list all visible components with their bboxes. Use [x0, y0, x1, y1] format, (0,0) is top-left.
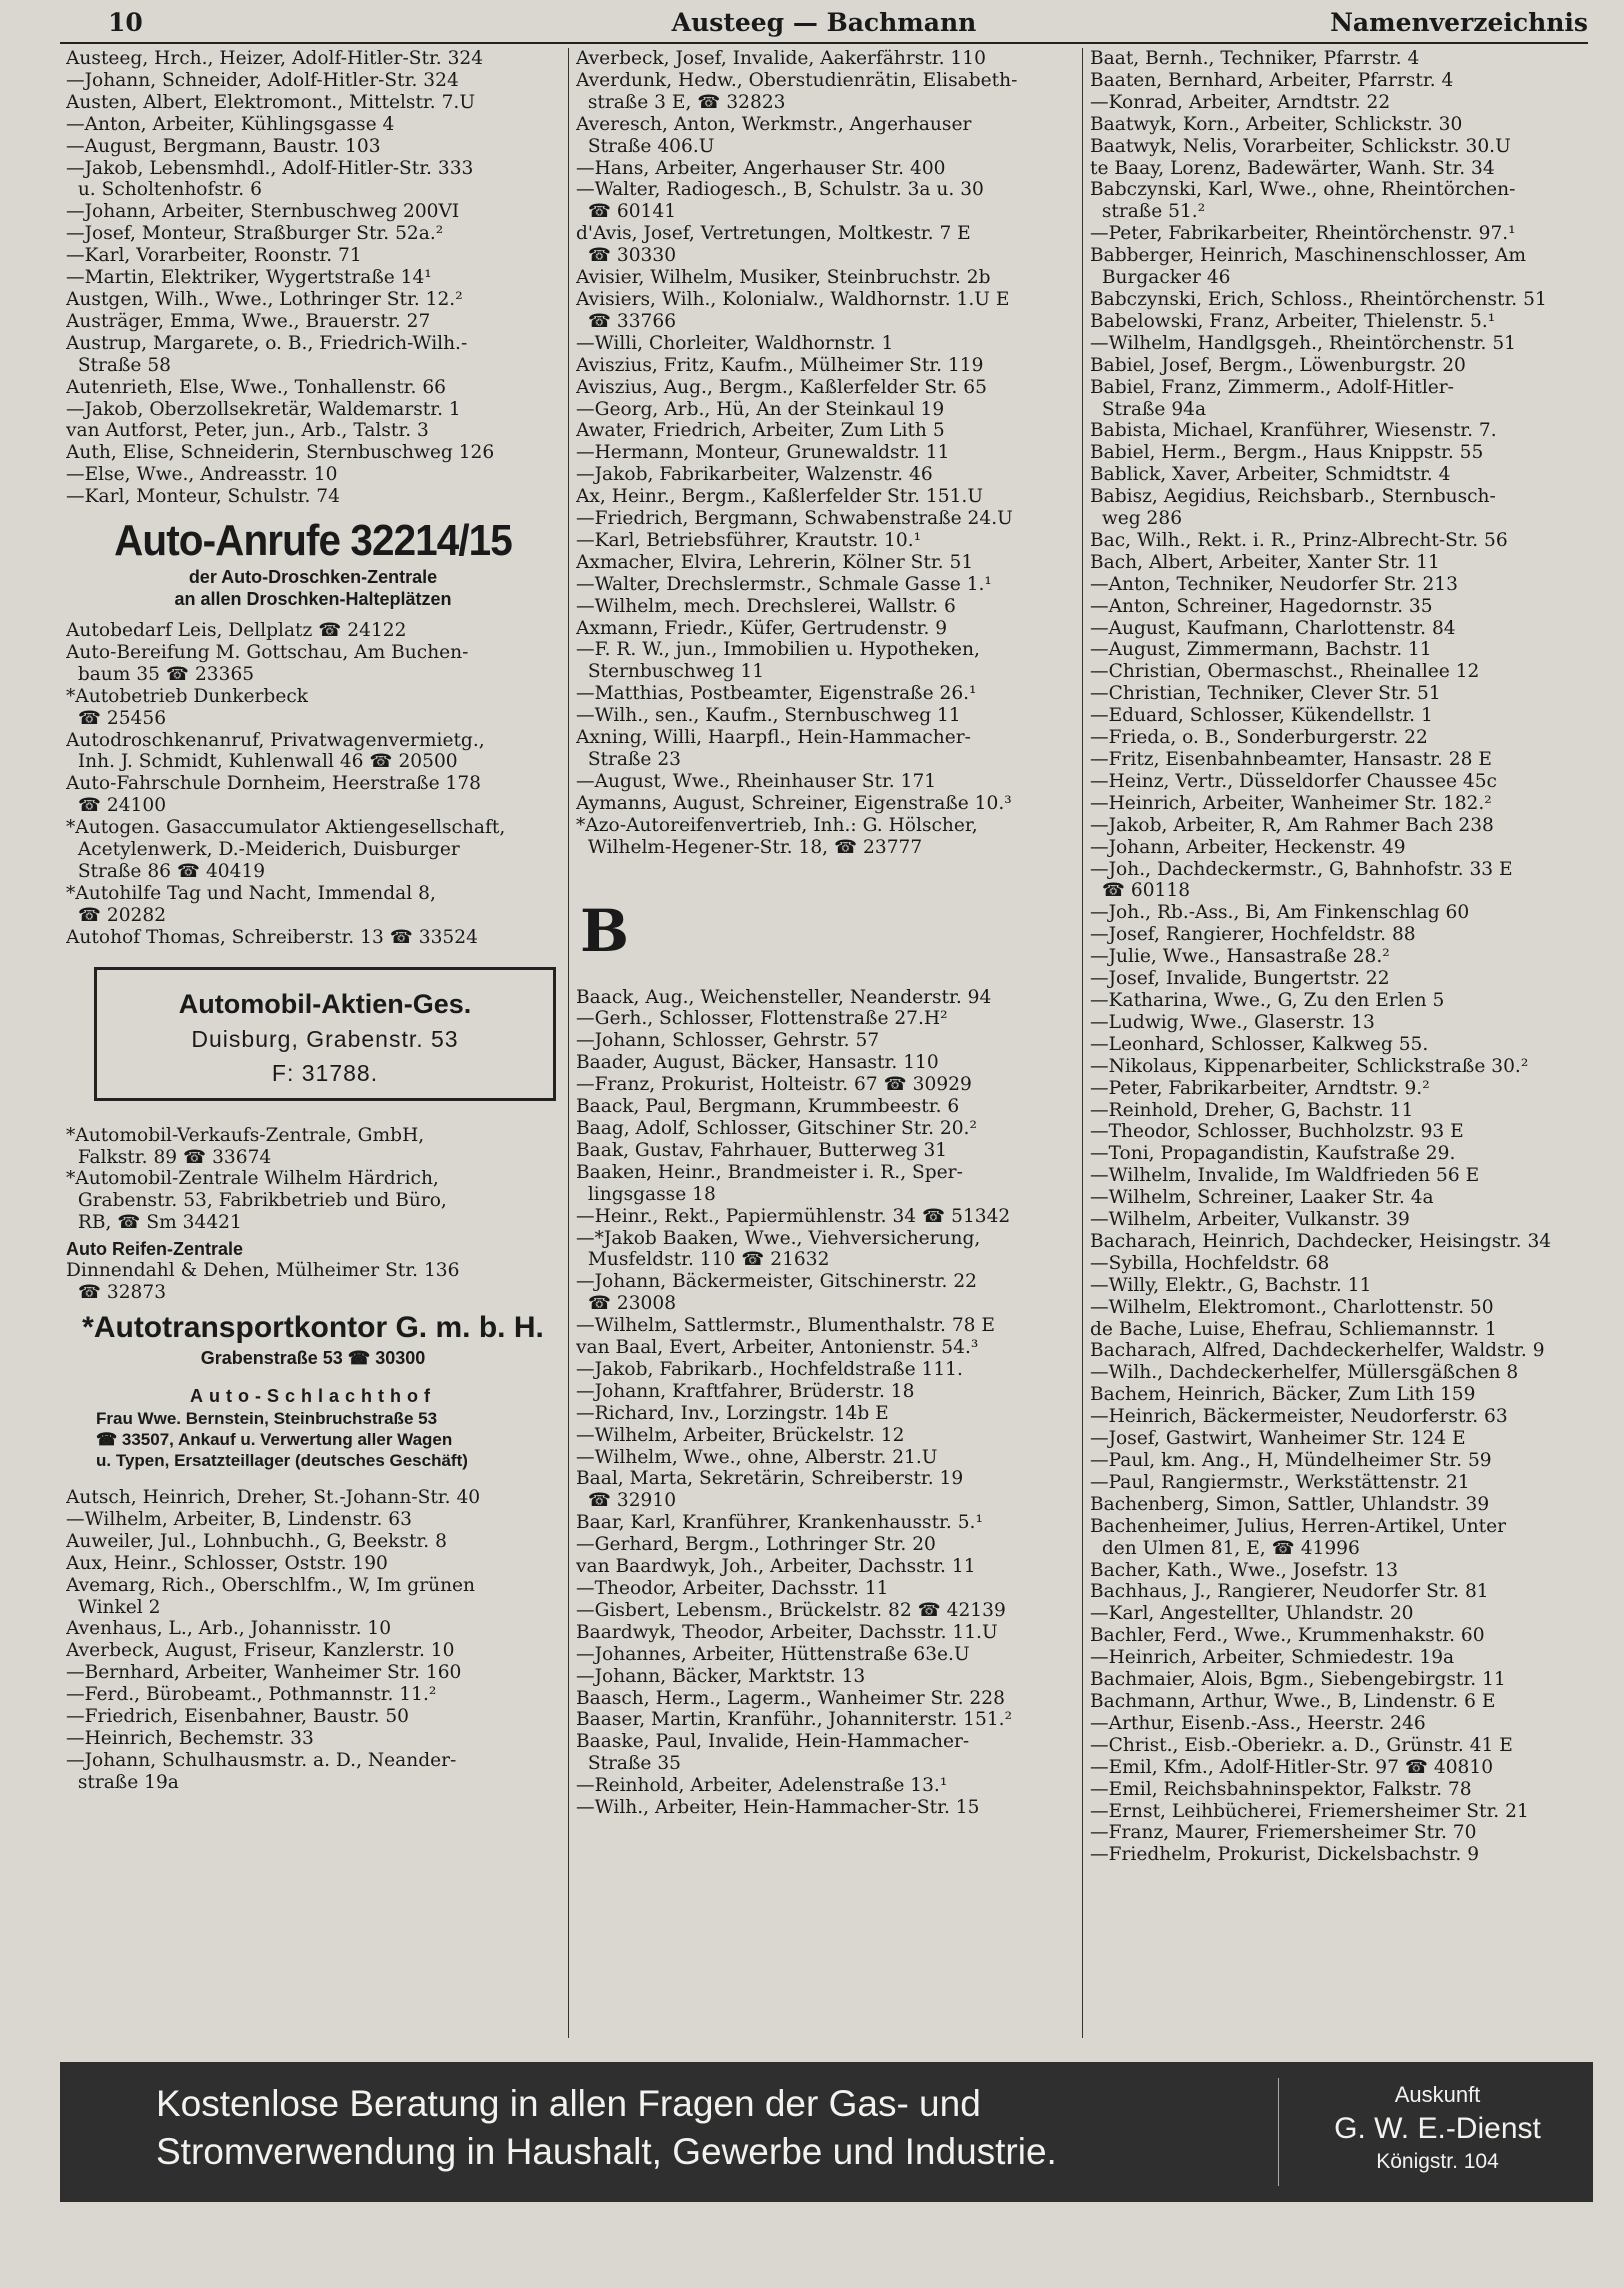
- entry-list: [66, 1125, 560, 1235]
- list-item: —Wilh., sen., Kaufm., Sternbuschweg 11: [576, 705, 961, 727]
- list-item: —Johann, Kraftfahrer, Brüderstr. 18: [576, 1380, 915, 1402]
- list-item: —Peter, Fabrikarbeiter, Arndtstr. 9.²: [1090, 1077, 1430, 1099]
- list-item: —Sybilla, Hochfeldstr. 68: [1090, 1252, 1330, 1274]
- list-item: —Christian, Obermaschst., Rheinallee 12: [1090, 661, 1480, 683]
- list-item: —Heinz, Vertr., Düsseldorfer Chaussee 45c: [1090, 770, 1497, 792]
- list-item: —Anton, Techniker, Neudorfer Str. 213: [1090, 573, 1458, 595]
- ad-line: der Auto-Droschken-Zentrale: [188, 567, 438, 588]
- list-item: Inh. J. Schmidt, Kuhlenwall 46 ☎ 20500: [66, 751, 458, 773]
- column-rule: [1082, 48, 1083, 2038]
- list-item: Baaske, Paul, Invalide, Hein-Hammacher-: [576, 1731, 970, 1753]
- list-item: —Hermann, Monteur, Grunewaldstr. 11: [576, 442, 950, 464]
- list-item: —Katharina, Wwe., G, Zu den Erlen 5: [1090, 989, 1445, 1011]
- list-item: —Arthur, Eisenb.-Ass., Heerstr. 246: [1090, 1712, 1426, 1734]
- banner-line: Kostenlose Beratung in allen Fragen der Gas- und: [156, 2083, 981, 2124]
- list-item: —Hans, Arbeiter, Angerhauser Str. 400: [576, 157, 946, 179]
- list-item: straße 19a: [66, 1771, 179, 1793]
- list-item: Aviszius, Aug., Bergm., Kaßlerfelder Str. 65: [576, 376, 987, 398]
- list-item: Straße 23: [576, 749, 681, 770]
- list-item: Sternbuschweg 11: [576, 661, 765, 683]
- list-item: —Heinrich, Bäckermeister, Neudorferstr. 63: [1090, 1406, 1508, 1428]
- list-item: —Wilhelm, Elektromont., Charlottenstr. 50: [1090, 1296, 1494, 1318]
- list-item: —Friedrich, Eisenbahner, Baustr. 50: [66, 1706, 409, 1728]
- list-item: van Autforst, Peter, jun., Arb., Talstr. 3: [66, 420, 429, 442]
- list-item: —Franz, Prokurist, Holteistr. 67 ☎ 30929: [576, 1074, 972, 1096]
- list-item: Auth, Elise, Schneiderin, Sternbuschweg 126: [66, 442, 495, 464]
- list-item: —Josef, Gastwirt, Wanheimer Str. 124 E: [1090, 1428, 1466, 1450]
- list-item: —Friedhelm, Prokurist, Dickelsbachstr. 9: [1090, 1844, 1480, 1866]
- list-item: Aymanns, August, Schreiner, Eigenstraße 10.³: [576, 792, 1012, 814]
- list-item: *Azo-Autoreifenvertrieb, Inh.: G. Hölscher,: [576, 814, 978, 836]
- list-item: Straße 94a: [1090, 398, 1207, 420]
- list-item: —Toni, Propagandistin, Kaufstraße 29.: [1090, 1143, 1456, 1165]
- ad-line: ☎ 33507, Ankauf u. Verwertung aller Wagen: [96, 1429, 453, 1449]
- list-item: Avemarg, Rich., Oberschlfm., W, Im grünen: [66, 1574, 476, 1596]
- list-item: Autsch, Heinrich, Dreher, St.-Johann-Str. 40: [66, 1486, 481, 1508]
- list-item: —Nikolaus, Kippenarbeiter, Schlickstraße 30.²: [1090, 1055, 1529, 1077]
- list-item: Baasch, Herm., Lagerm., Wanheimer Str. 228: [576, 1687, 1005, 1709]
- list-item: Straße 35: [576, 1753, 681, 1775]
- list-item: *Automobil-Verkaufs-Zentrale, GmbH,: [66, 1124, 425, 1146]
- list-item: Burgacker 46: [1090, 267, 1231, 289]
- list-item: —Peter, Fabrikarbeiter, Rheintörchenstr. 97.¹: [1090, 223, 1516, 245]
- banner-text: [156, 2080, 1057, 2176]
- list-item: —Willi, Chorleiter, Waldhornstr. 1: [576, 332, 894, 354]
- list-item: te Baay, Lorenz, Badewärter, Wanh. Str. 34: [1090, 157, 1495, 179]
- list-item: Baardwyk, Theodor, Arbeiter, Dachsstr. 11.U: [576, 1621, 998, 1643]
- list-item: Bac, Wilh., Rekt. i. R., Prinz-Albrecht-Str. 56: [1090, 529, 1508, 551]
- banner-info: [1282, 2080, 1593, 2176]
- list-item: Austeeg, Hrch., Heizer, Adolf-Hitler-Str. 324: [66, 48, 484, 69]
- list-item: —Wilhelm, Handlgsgeh., Rheintörchenstr. 51: [1090, 332, 1516, 354]
- list-item: —Heinr., Rekt., Papiermühlenstr. 34 ☎ 51342: [576, 1205, 1011, 1227]
- list-item: —Friedrich, Bergmann, Schwabenstraße 24.U: [576, 508, 1013, 530]
- list-item: Avisier, Wilhelm, Musiker, Steinbruchstr. 2b: [576, 267, 991, 289]
- list-item: —Josef, Monteur, Straßburger Str. 52a.²: [66, 223, 444, 245]
- list-item: Axning, Willi, Haarpfl., Hein-Hammacher-: [576, 727, 971, 749]
- list-item: —Anton, Arbeiter, Kühlingsgasse 4: [66, 113, 395, 135]
- list-item: *Autobetrieb Dunkerbeck: [66, 685, 309, 707]
- list-item: —Eduard, Schlosser, Kükendellstr. 1: [1090, 705, 1433, 727]
- list-item: —Ernst, Leihbücherei, Friemersheimer Str. 21: [1090, 1800, 1529, 1822]
- list-item: —Wilhelm, Arbeiter, Vulkanstr. 39: [1090, 1209, 1410, 1231]
- list-item: —Richard, Inv., Lorzingstr. 14b E: [576, 1402, 889, 1424]
- ad-line: Duisburg, Grabenstr. 53: [191, 1025, 459, 1052]
- entry-list: [576, 48, 1076, 859]
- list-item: —August, Bergmann, Baustr. 103: [66, 135, 381, 157]
- ad-auto-schlachthof: [66, 1384, 560, 1471]
- list-item: Babberger, Heinrich, Maschinenschlosser, Am: [1090, 245, 1527, 267]
- list-item: Bachmaier, Alois, Bgm., Siebengebirgstr. 11: [1090, 1669, 1506, 1691]
- list-item: Aviszius, Fritz, Kaufm., Mülheimer Str. 119: [576, 354, 984, 376]
- list-item: den Ulmen 81, E, ☎ 41996: [1090, 1537, 1360, 1559]
- list-item: Avisiers, Wilh., Kolonialw., Waldhornstr. 1.U E: [576, 288, 1010, 310]
- ad-line: u. Typen, Ersatzteillager (deutsches Geschäft): [96, 1450, 468, 1470]
- list-item: —Heinrich, Arbeiter, Schmiedestr. 19a: [1090, 1647, 1455, 1669]
- ad-title: *Autotransportkontor G. m. b. H.: [82, 1310, 544, 1344]
- list-item: —Wilhelm, Arbeiter, Brückelstr. 12: [576, 1424, 905, 1446]
- list-item: Bachenberg, Simon, Sattler, Uhlandstr. 39: [1090, 1493, 1490, 1515]
- list-item: *Autohilfe Tag und Nacht, Immendal 8,: [66, 882, 436, 904]
- list-item: —Reinhold, Dreher, G, Bachstr. 11: [1090, 1099, 1414, 1121]
- list-item: Ax, Heinr., Bergm., Kaßlerfelder Str. 151.U: [576, 486, 983, 508]
- list-item: Musfeldstr. 110 ☎ 21632: [576, 1249, 830, 1271]
- list-item: ☎ 25456: [66, 707, 167, 729]
- running-title: Austeeg — Bachmann: [671, 8, 977, 37]
- list-item: —Heinrich, Bechemstr. 33: [66, 1727, 314, 1749]
- list-item: —*Jakob Baaken, Wwe., Viehversicherung,: [576, 1227, 981, 1249]
- list-item: ☎ 24100: [66, 795, 167, 817]
- list-item: Austräger, Emma, Wwe., Brauerstr. 27: [66, 310, 431, 332]
- list-item: —Willy, Elektr., G, Bachstr. 11: [1090, 1274, 1372, 1296]
- section-letter-b: B: [580, 896, 630, 965]
- list-item: —Heinrich, Arbeiter, Wanheimer Str. 182.²: [1090, 792, 1492, 814]
- entry-list: [66, 620, 560, 949]
- column-2: [576, 48, 1076, 1819]
- list-item: —Paul, Rangiermstr., Werkstättenstr. 21: [1090, 1471, 1470, 1493]
- list-item: ☎ 30330: [576, 245, 677, 267]
- list-item: Baader, August, Bäcker, Hansastr. 110: [576, 1052, 939, 1074]
- list-item: Baaser, Martin, Kranführ., Johanniterstr. 151.²: [576, 1709, 1013, 1731]
- list-item: Baack, Aug., Weichensteller, Neanderstr. 94: [576, 986, 992, 1008]
- list-item: Babiel, Franz, Zimmerm., Adolf-Hitler-: [1090, 376, 1454, 398]
- ad-title: Auto-Anrufe 32214/15: [114, 516, 512, 566]
- list-item: —Christian, Techniker, Clever Str. 51: [1090, 683, 1441, 705]
- ad-auto-anrufe: [66, 516, 560, 610]
- column-1: [66, 48, 560, 1794]
- list-item: Babiel, Herm., Bergm., Haus Knippstr. 55: [1090, 442, 1484, 464]
- list-item: Winkel 2: [66, 1596, 161, 1618]
- list-item: —Johann, Arbeiter, Sternbuschweg 200VI: [66, 201, 460, 223]
- info-address: Königstr. 104: [1376, 2150, 1499, 2173]
- list-item: —Ferd., Bürobeamt., Pothmannstr. 11.²: [66, 1684, 437, 1706]
- list-item: —Martin, Elektriker, Wygertstraße 14¹: [66, 267, 432, 289]
- list-item: Baat, Bernh., Techniker, Pfarrstr. 4: [1090, 48, 1420, 69]
- list-item: Baaten, Bernhard, Arbeiter, Pfarrstr. 4: [1090, 69, 1454, 91]
- ad-title: Auto-Schlachthof: [190, 1385, 436, 1406]
- list-item: —Christ., Eisb.-Oberiekr. a. D., Grünstr. 41 E: [1090, 1734, 1513, 1756]
- list-item: —Else, Wwe., Andreasstr. 10: [66, 464, 338, 486]
- list-item: Bacharach, Alfred, Dachdeckerhelfer, Waldstr. 9: [1090, 1340, 1545, 1362]
- list-item: Falkstr. 89 ☎ 33674: [66, 1146, 272, 1168]
- list-item: Awater, Friedrich, Arbeiter, Zum Lith 5: [576, 420, 945, 442]
- list-item: Baatwyk, Korn., Arbeiter, Schlickstr. 30: [1090, 113, 1463, 135]
- list-item: Averbeck, August, Friseur, Kanzlerstr. 10: [66, 1640, 455, 1662]
- list-item: Straße 86 ☎ 40419: [66, 861, 266, 882]
- column-rule: [568, 48, 569, 2038]
- list-item: Bachhaus, J., Rangierer, Neudorfer Str. 81: [1090, 1581, 1489, 1603]
- list-item: Austen, Albert, Elektromont., Mittelstr. 7.U: [66, 91, 475, 113]
- list-item: Averesch, Anton, Werkmstr., Angerhauser: [576, 113, 972, 135]
- list-item: straße 3 E, ☎ 32823: [576, 91, 786, 113]
- list-item: —Johannes, Arbeiter, Hüttenstraße 63e.U: [576, 1643, 970, 1665]
- footer-advert-banner: [60, 2062, 1593, 2202]
- list-item: Baaken, Heinr., Brandmeister i. R., Sper-: [576, 1161, 963, 1183]
- list-item: Baatwyk, Nelis, Vorarbeiter, Schlickstr. 30.U: [1090, 135, 1511, 157]
- list-item: —Theodor, Schlosser, Buchholzstr. 93 E: [1090, 1121, 1464, 1143]
- list-item: Babczynski, Erich, Schloss., Rheintörchenstr. 51: [1090, 288, 1547, 310]
- list-item: —Jakob, Oberzollsekretär, Waldemarstr. 1: [66, 398, 461, 420]
- list-item: —F. R. W., jun., Immobilien u. Hypotheken,: [576, 639, 980, 661]
- list-item: Bachmann, Arthur, Wwe., B, Lindenstr. 6 E: [1090, 1690, 1496, 1712]
- list-item: Autobedarf Leis, Dellplatz ☎ 24122: [66, 620, 407, 642]
- list-item: —Wilhelm, Invalide, Im Waldfrieden 56 E: [1090, 1165, 1480, 1187]
- list-item: ☎ 60141: [576, 201, 677, 223]
- list-item: Baal, Marta, Sekretärin, Schreiberstr. 19: [576, 1468, 964, 1490]
- list-item: Auto-Fahrschule Dornheim, Heerstraße 178: [66, 773, 481, 795]
- ad-autotransportkontor: [66, 1310, 560, 1370]
- list-item: —Karl, Angestellter, Uhlandstr. 20: [1090, 1603, 1414, 1625]
- list-item: —Johann, Arbeiter, Heckenstr. 49: [1090, 836, 1406, 858]
- list-item: —Wilhelm, Sattlermstr., Blumenthalstr. 78 E: [576, 1315, 995, 1337]
- list-item: Babczynski, Karl, Wwe., ohne, Rheintörchen-: [1090, 179, 1516, 201]
- list-item: —Fritz, Eisenbahnbeamter, Hansastr. 28 E: [1090, 749, 1492, 770]
- list-item: Aux, Heinr., Schlosser, Oststr. 190: [66, 1552, 388, 1574]
- list-item: weg 286: [1090, 508, 1183, 530]
- list-item: ☎ 60118: [1090, 880, 1191, 902]
- list-item: —Anton, Schreiner, Hagedornstr. 35: [1090, 595, 1433, 617]
- list-item: —Theodor, Arbeiter, Dachsstr. 11: [576, 1578, 889, 1599]
- list-item: —Reinhold, Arbeiter, Adelenstraße 13.¹: [576, 1775, 948, 1797]
- list-item: —Ludwig, Wwe., Glaserstr. 13: [1090, 1011, 1375, 1033]
- list-item: de Bache, Luise, Ehefrau, Schliemannstr. 1: [1090, 1318, 1497, 1340]
- list-item: —Karl, Betriebsführer, Krautstr. 10.¹: [576, 529, 922, 551]
- list-item: Straße 58: [66, 354, 171, 376]
- list-item: —Emil, Kfm., Adolf-Hitler-Str. 97 ☎ 40810: [1090, 1756, 1494, 1778]
- list-item: —Josef, Rangierer, Hochfeldstr. 88: [1090, 924, 1416, 946]
- banner-line: Stromverwendung in Haushalt, Gewerbe und Industrie.: [156, 2131, 1057, 2172]
- section-title: Namenverzeichnis: [1330, 8, 1588, 37]
- list-item: straße 51.²: [1090, 201, 1206, 223]
- list-item: —Johann, Schlosser, Gehrstr. 57: [576, 1030, 880, 1052]
- list-item: Dinnendahl & Dehen, Mülheimer Str. 136: [66, 1260, 460, 1282]
- list-item: —Matthias, Postbeamter, Eigenstraße 26.¹: [576, 683, 977, 705]
- ad-line: an allen Droschken-Halteplätzen: [174, 589, 452, 610]
- list-item: Auweiler, Jul., Lohnbuchh., G, Beekstr. 8: [66, 1530, 447, 1552]
- list-item: van Baardwyk, Joh., Arbeiter, Dachsstr. 11: [576, 1556, 976, 1578]
- reifen-entry: [66, 1238, 560, 1304]
- banner-divider: [1278, 2078, 1279, 2186]
- ad-line: Grabenstraße 53 ☎ 30300: [200, 1347, 426, 1368]
- list-item: Wilhelm-Hegener-Str. 18, ☎ 23777: [576, 836, 923, 858]
- entry-heading: Auto Reifen-Zentrale: [66, 1239, 244, 1260]
- list-item: lingsgasse 18: [576, 1183, 716, 1205]
- ad-automobil-aktien: [94, 967, 556, 1101]
- list-item: —Wilhelm, Schreiner, Laaker Str. 4a: [1090, 1187, 1434, 1209]
- list-item: Averbeck, Josef, Invalide, Aakerfährstr. 110: [576, 48, 986, 69]
- list-item: —Walter, Drechslermstr., Schmale Gasse 1.¹: [576, 573, 992, 595]
- list-item: Axmann, Friedr., Küfer, Gertrudenstr. 9: [576, 617, 948, 639]
- list-item: *Automobil-Zentrale Wilhelm Härdrich,: [66, 1168, 439, 1190]
- list-item: d'Avis, Josef, Vertretungen, Moltkestr. 7 E: [576, 223, 971, 245]
- column-3: [1090, 48, 1590, 1866]
- list-item: —Franz, Maurer, Friemersheimer Str. 70: [1090, 1822, 1477, 1844]
- list-item: baum 35 ☎ 23365: [66, 663, 255, 685]
- list-item: Baak, Gustav, Fahrhauer, Butterweg 31: [576, 1139, 948, 1161]
- list-item: —Georg, Arb., Hü, An der Steinkaul 19: [576, 398, 945, 420]
- list-item: Auto-Bereifung M. Gottschau, Am Buchen-: [66, 641, 469, 663]
- list-item: —Gerhard, Bergm., Lothringer Str. 20: [576, 1534, 936, 1556]
- list-item: —Jakob, Fabrikarb., Hochfeldstraße 111.: [576, 1358, 963, 1380]
- entry-list: [1090, 48, 1590, 1866]
- list-item: —Bernhard, Arbeiter, Wanheimer Str. 160: [66, 1662, 462, 1684]
- list-item: Babisz, Aegidius, Reichsbarb., Sternbusch-: [1090, 486, 1496, 508]
- list-item: —Joh., Dachdeckermstr., G, Bahnhofstr. 33 E: [1090, 858, 1513, 880]
- info-name: G. W. E.-Dienst: [1334, 2112, 1541, 2145]
- list-item: —Wilh., Dachdeckerhelfer, Müllersgäßchen 8: [1090, 1362, 1519, 1384]
- list-item: RB, ☎ Sm 34421: [66, 1212, 242, 1234]
- list-item: —Karl, Vorarbeiter, Roonstr. 71: [66, 245, 362, 267]
- info-title: Auskunft: [1394, 2082, 1481, 2107]
- list-item: Bacharach, Heinrich, Dachdecker, Heisingstr. 34: [1090, 1230, 1552, 1252]
- list-item: Bachler, Ferd., Wwe., Krummenhakstr. 60: [1090, 1625, 1485, 1647]
- list-item: —Joh., Rb.-Ass., Bi, Am Finkenschlag 60: [1090, 902, 1470, 924]
- list-item: —Wilh., Arbeiter, Hein-Hammacher-Str. 15: [576, 1797, 980, 1819]
- list-item: ☎ 33766: [576, 310, 677, 332]
- list-item: Bablick, Xaver, Arbeiter, Schmidtstr. 4: [1090, 464, 1451, 486]
- list-item: Avenhaus, L., Arb., Johannisstr. 10: [66, 1618, 392, 1640]
- list-item: Bachenheimer, Julius, Herren-Artikel, Unter: [1090, 1515, 1507, 1537]
- list-item: Babista, Michael, Kranführer, Wiesenstr. 7.: [1090, 420, 1497, 442]
- list-item: —August, Wwe., Rheinhauser Str. 171: [576, 770, 937, 792]
- list-item: Averdunk, Hedw., Oberstudienrätin, Elisabeth-: [576, 69, 1018, 91]
- list-item: u. Scholtenhofstr. 6: [66, 179, 262, 201]
- ad-line: F: 31788.: [271, 1059, 379, 1086]
- list-item: Bacher, Kath., Wwe., Josefstr. 13: [1090, 1559, 1399, 1581]
- list-item: —August, Kaufmann, Charlottenstr. 84: [1090, 617, 1456, 639]
- entry-list: [66, 1487, 560, 1794]
- list-item: —Karl, Monteur, Schulstr. 74: [66, 486, 340, 508]
- list-item: —Gerh., Schlosser, Flottenstraße 27.H²: [576, 1008, 948, 1030]
- list-item: —Frieda, o. B., Sonderburgerstr. 22: [1090, 727, 1428, 749]
- list-item: —Wilhelm, mech. Drechslerei, Wallstr. 6: [576, 595, 956, 617]
- list-item: *Autogen. Gasaccumulator Aktiengesellschaft,: [66, 817, 506, 839]
- list-item: ☎ 23008: [576, 1293, 677, 1315]
- list-item: Autenrieth, Else, Wwe., Tonhallenstr. 66: [66, 376, 447, 398]
- list-item: —Leonhard, Schlosser, Kalkweg 55.: [1090, 1033, 1429, 1055]
- list-item: —Johann, Bäcker, Marktstr. 13: [576, 1665, 866, 1687]
- list-item: —Johann, Schneider, Adolf-Hitler-Str. 324: [66, 69, 459, 91]
- list-item: —Julie, Wwe., Hansastraße 28.²: [1090, 946, 1390, 968]
- list-item: —Wilhelm, Wwe., ohne, Alberstr. 21.U: [576, 1446, 938, 1468]
- ad-line: Frau Wwe. Bernstein, Steinbruchstraße 53: [96, 1408, 438, 1428]
- page-header: [60, 6, 1588, 44]
- list-item: Babelowski, Franz, Arbeiter, Thielenstr. 5.¹: [1090, 310, 1496, 332]
- list-item: —Emil, Reichsbahninspektor, Falkstr. 78: [1090, 1778, 1472, 1800]
- list-item: Bach, Albert, Arbeiter, Xanter Str. 11: [1090, 551, 1440, 573]
- list-item: —Jakob, Fabrikarbeiter, Walzenstr. 46: [576, 464, 933, 486]
- list-item: Autohof Thomas, Schreiberstr. 13 ☎ 33524: [66, 926, 478, 948]
- list-item: Austgen, Wilh., Wwe., Lothringer Str. 12.²: [66, 288, 463, 310]
- list-item: Austrup, Margarete, o. B., Friedrich-Wilh.-: [66, 332, 468, 354]
- list-item: Autodroschkenanruf, Privatwagenvermietg.,: [66, 729, 485, 751]
- ad-title: Automobil-Aktien-Ges.: [178, 988, 472, 1019]
- list-item: Bachem, Heinrich, Bäcker, Zum Lith 159: [1090, 1384, 1476, 1406]
- page-number: 10: [108, 8, 143, 37]
- list-item: —Jakob, Lebensmhdl., Adolf-Hitler-Str. 333: [66, 157, 474, 179]
- list-item: van Baal, Evert, Arbeiter, Antonienstr. 54.³: [576, 1337, 979, 1359]
- list-item: Grabenstr. 53, Fabrikbetrieb und Büro,: [66, 1190, 447, 1212]
- entry-list: [66, 48, 560, 508]
- list-item: Baar, Karl, Kranführer, Krankenhausstr. 5.¹: [576, 1512, 983, 1534]
- list-item: Baag, Adolf, Schlosser, Gitschiner Str. 20.²: [576, 1117, 977, 1139]
- list-item: —August, Zimmermann, Bachstr. 11: [1090, 639, 1432, 661]
- list-item: Acetylenwerk, D.-Meiderich, Duisburger: [66, 839, 460, 861]
- list-item: —Johann, Schulhausmstr. a. D., Neander-: [66, 1749, 457, 1771]
- list-item: Babiel, Josef, Bergm., Löwenburgstr. 20: [1090, 354, 1466, 376]
- list-item: —Wilhelm, Arbeiter, B, Lindenstr. 63: [66, 1508, 412, 1530]
- list-item: —Johann, Bäckermeister, Gitschinerstr. 22: [576, 1271, 978, 1293]
- list-item: ☎ 20282: [66, 904, 167, 926]
- list-item: —Jakob, Arbeiter, R, Am Rahmer Bach 238: [1090, 814, 1494, 836]
- list-item: Straße 406.U: [576, 135, 715, 157]
- list-item: Axmacher, Elvira, Lehrerin, Kölner Str. 51: [576, 551, 974, 573]
- entry-list: [576, 987, 1076, 1819]
- list-item: —Konrad, Arbeiter, Arndtstr. 22: [1090, 91, 1391, 113]
- list-item: ☎ 32873: [66, 1282, 167, 1304]
- list-item: Baack, Paul, Bergmann, Krummbeestr. 6: [576, 1096, 960, 1118]
- list-item: ☎ 32910: [576, 1490, 677, 1512]
- list-item: —Paul, km. Ang., H, Mündelheimer Str. 59: [1090, 1450, 1492, 1471]
- list-item: —Gisbert, Lebensm., Brückelstr. 82 ☎ 42139: [576, 1599, 1006, 1621]
- list-item: —Walter, Radiogesch., B, Schulstr. 3a u. 30: [576, 179, 984, 201]
- list-item: —Josef, Invalide, Bungertstr. 22: [1090, 968, 1390, 990]
